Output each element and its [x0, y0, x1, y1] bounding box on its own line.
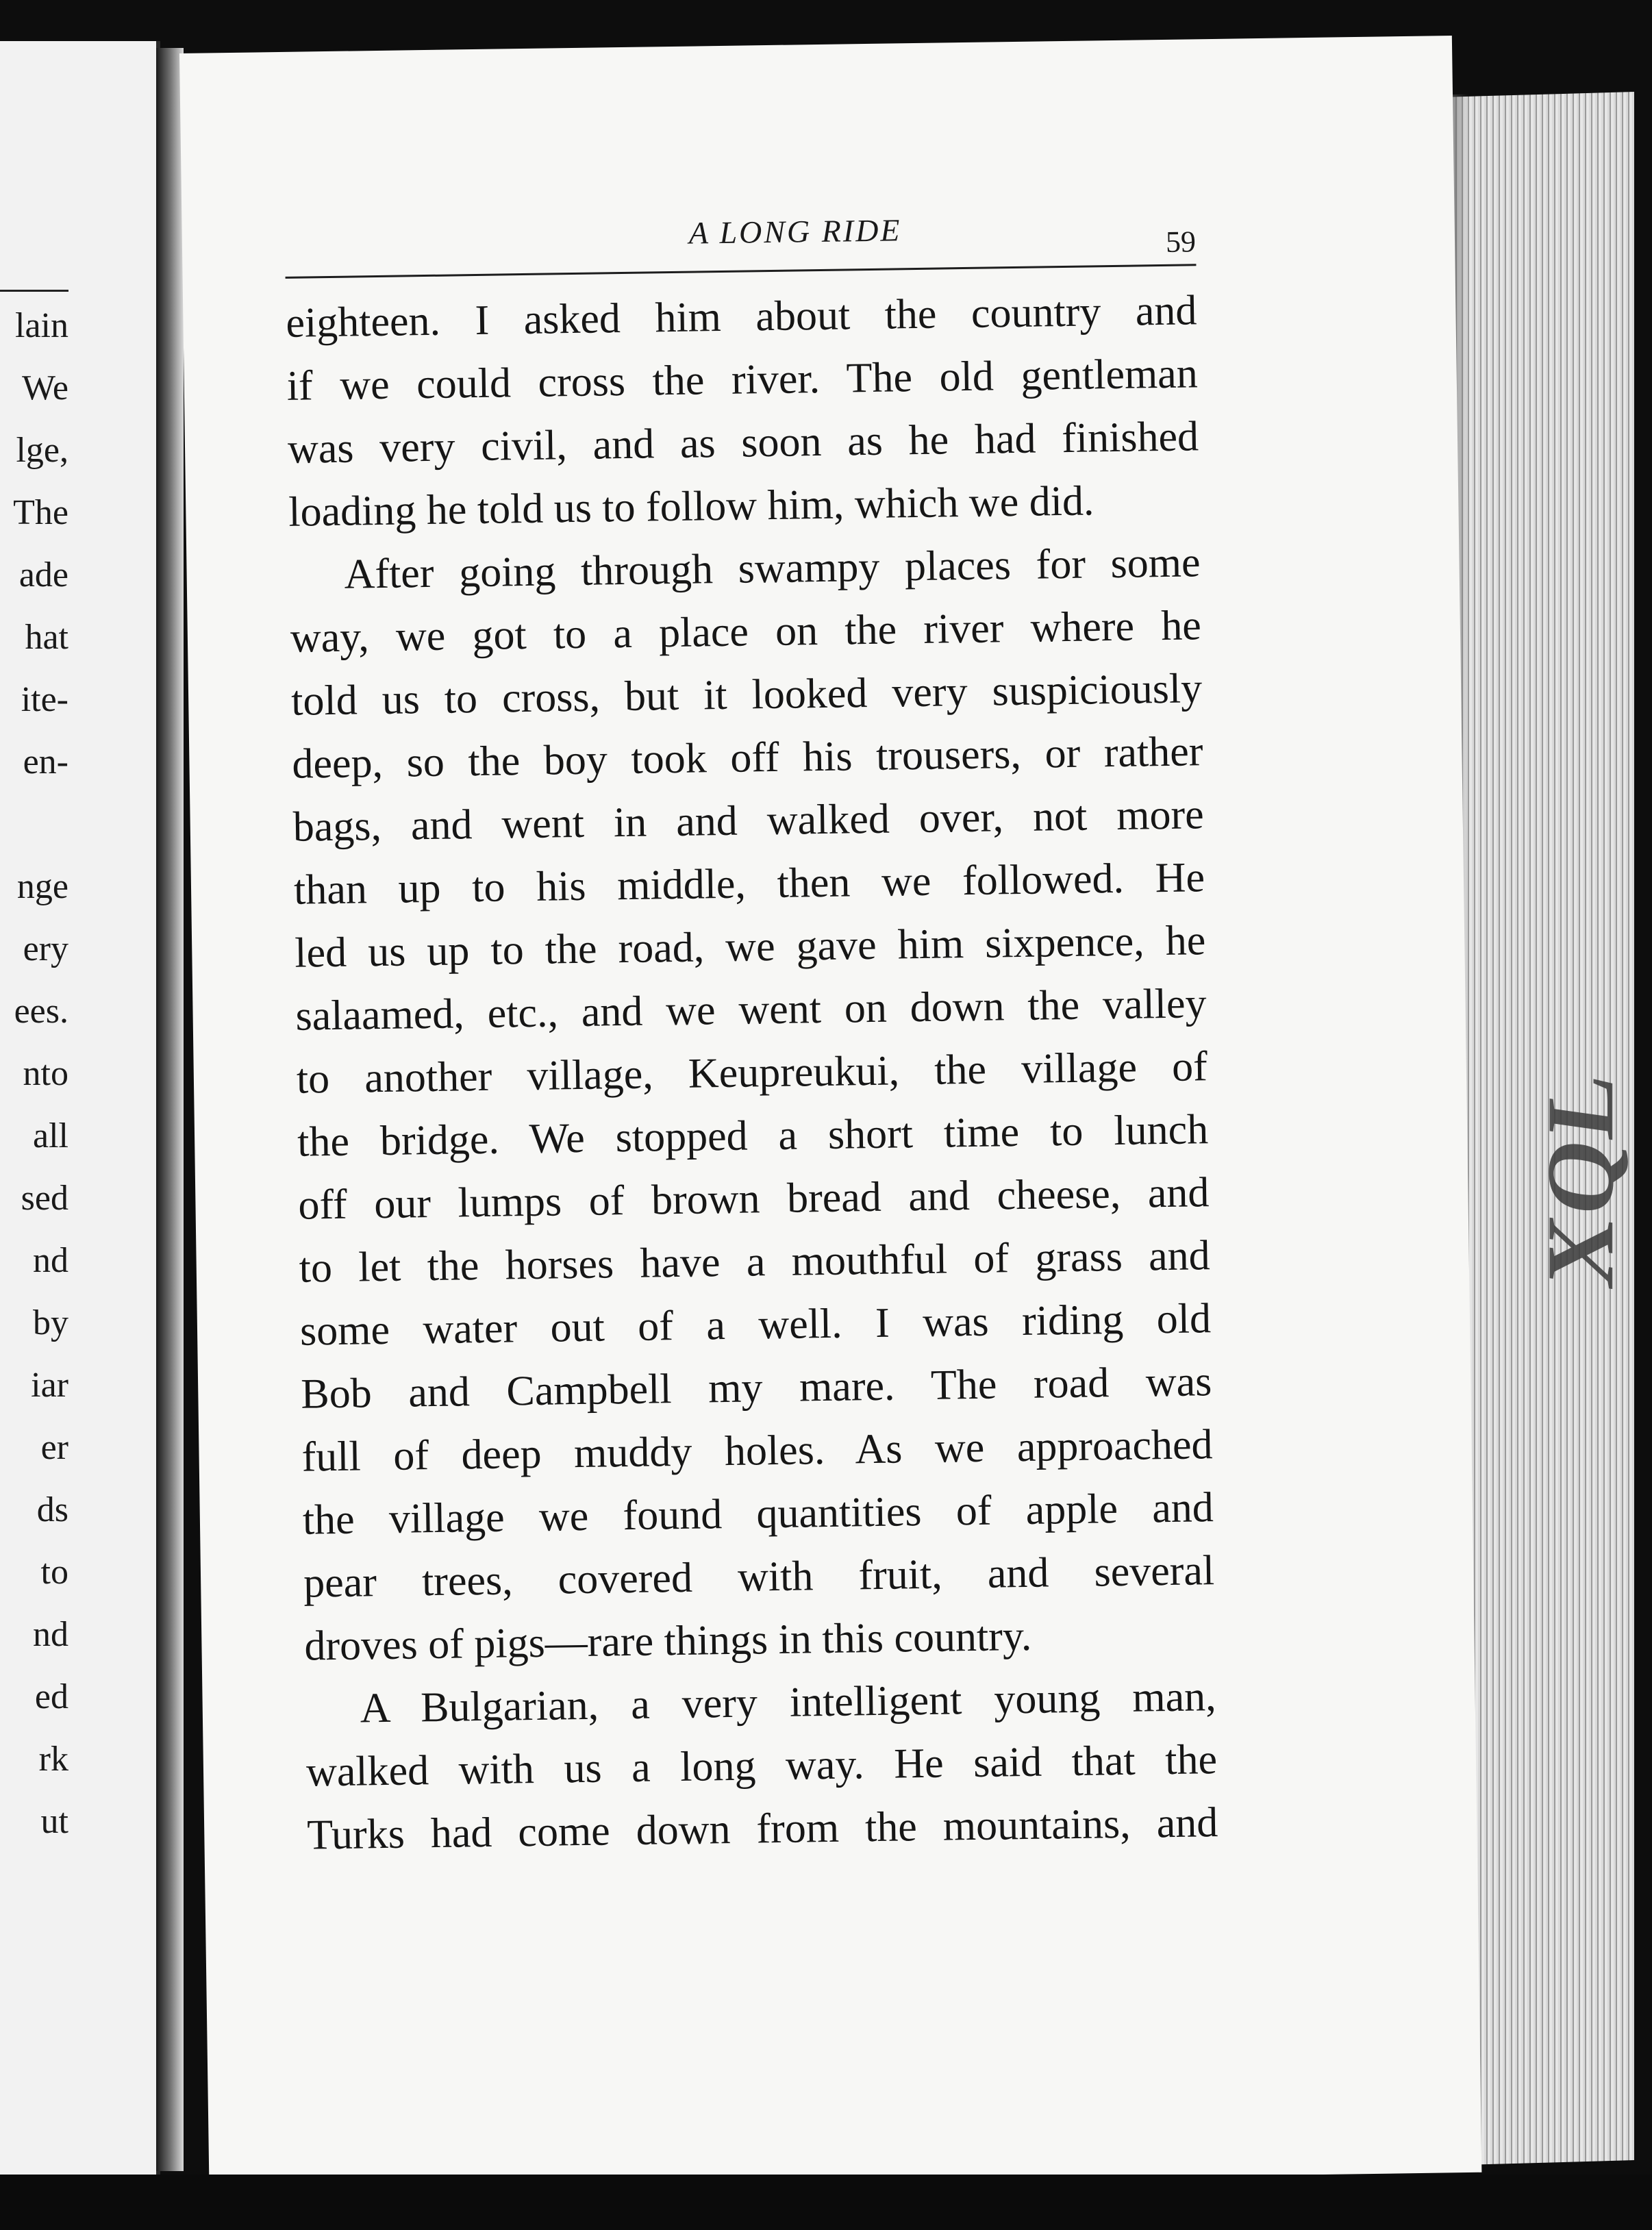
left-page-text-fragment: ite-: [21, 680, 68, 719]
left-page-text-fragment: rk: [38, 1740, 68, 1779]
left-page-text-fragment: nd: [33, 1615, 68, 1654]
running-head: A LONG RIDE: [688, 212, 902, 251]
text-line: loading he told us to follow him, which we did.: [288, 477, 1094, 536]
text-line: A Bulgarian, a very intelligent young man,: [360, 1673, 1217, 1732]
text-line: Turks had come down from the mountains, and: [306, 1799, 1218, 1859]
text-line: off our lumps of brown bread and cheese, and: [298, 1169, 1210, 1229]
text-line: if we could cross the river. The old gentleman: [286, 350, 1199, 410]
text-line: was very civil, and as soon as he had finished: [287, 413, 1199, 473]
left-facing-page: [0, 41, 160, 2175]
left-page-text-fragment: iar: [31, 1366, 68, 1405]
body-text: [286, 279, 1218, 1866]
left-page-text-fragment: ery: [23, 929, 68, 968]
left-page-text-fragment: lain: [15, 306, 68, 345]
left-page-header-rule: [0, 290, 68, 292]
text-line: deep, so the boy took off his trousers, or rather: [292, 728, 1203, 788]
text-line: pear trees, covered with fruit, and several: [303, 1547, 1215, 1607]
left-page-text-fragment: ut: [40, 1802, 68, 1841]
text-line: droves of pigs—rare things in this country.: [304, 1612, 1032, 1670]
text-line: way, we got to a place on the river where he: [290, 602, 1202, 662]
left-page-text-fragment: The: [13, 493, 68, 532]
left-page-text-fragment: all: [33, 1116, 68, 1155]
book-gutter: [156, 48, 184, 2171]
text-line: After going through swampy places for some: [344, 539, 1201, 598]
page-edge-stamp: XQL: [1527, 1062, 1634, 1294]
left-page-text-fragment: ees.: [14, 992, 68, 1031]
left-page-text-fragment: sed: [21, 1179, 68, 1218]
left-page-text-fragment: by: [33, 1303, 68, 1342]
text-line: some water out of a well. I was riding old: [299, 1295, 1212, 1355]
right-page: [179, 36, 1481, 2190]
scan-bottom-edge: [0, 2175, 1652, 2230]
text-line: walked with us a long way. He said that the: [305, 1736, 1218, 1796]
left-page-text-fragment: lge,: [16, 431, 68, 470]
left-page-text-fragment: ed: [34, 1677, 68, 1716]
page-header: [284, 195, 1196, 284]
text-line: to another village, Keupreukui, the village of: [296, 1043, 1208, 1103]
text-line: told us to cross, but it looked very suspiciously: [290, 665, 1203, 725]
left-page-text-fragment: to: [40, 1553, 68, 1592]
left-page-text-fragment: nge: [16, 867, 68, 906]
left-page-text-fragment: ds: [36, 1490, 68, 1529]
left-page-text-fragment: We: [22, 368, 68, 408]
text-line: salaamed, etc., and we went on down the valley: [295, 980, 1207, 1040]
text-line: Bob and Campbell my mare. The road was: [300, 1358, 1212, 1418]
text-line: to let the horses have a mouthful of grass and: [299, 1232, 1211, 1292]
left-page-text-fragment: ade: [18, 555, 68, 594]
text-line: the village we found quantities of apple and: [302, 1484, 1214, 1544]
header-rule: [286, 264, 1197, 279]
text-line: led us up to the road, we gave him sixpence, he: [294, 917, 1206, 977]
left-page-text-fragment: er: [40, 1428, 68, 1467]
page-number: 59: [1165, 225, 1197, 259]
left-page-text-fragment: nd: [33, 1241, 68, 1280]
left-page-text-fragment: hat: [25, 618, 68, 657]
left-page-text-fragment: en-: [23, 742, 68, 781]
text-line: than up to his middle, then we followed. He: [293, 854, 1205, 914]
text-line: full of deep muddy holes. As we approached: [301, 1421, 1213, 1481]
text-line: eighteen. I asked him about the country and: [286, 287, 1197, 347]
left-page-text-fragment: nto: [23, 1054, 68, 1093]
text-line: the bridge. We stopped a short time to lunch: [297, 1106, 1209, 1166]
text-line: bags, and went in and walked over, not more: [292, 791, 1205, 851]
